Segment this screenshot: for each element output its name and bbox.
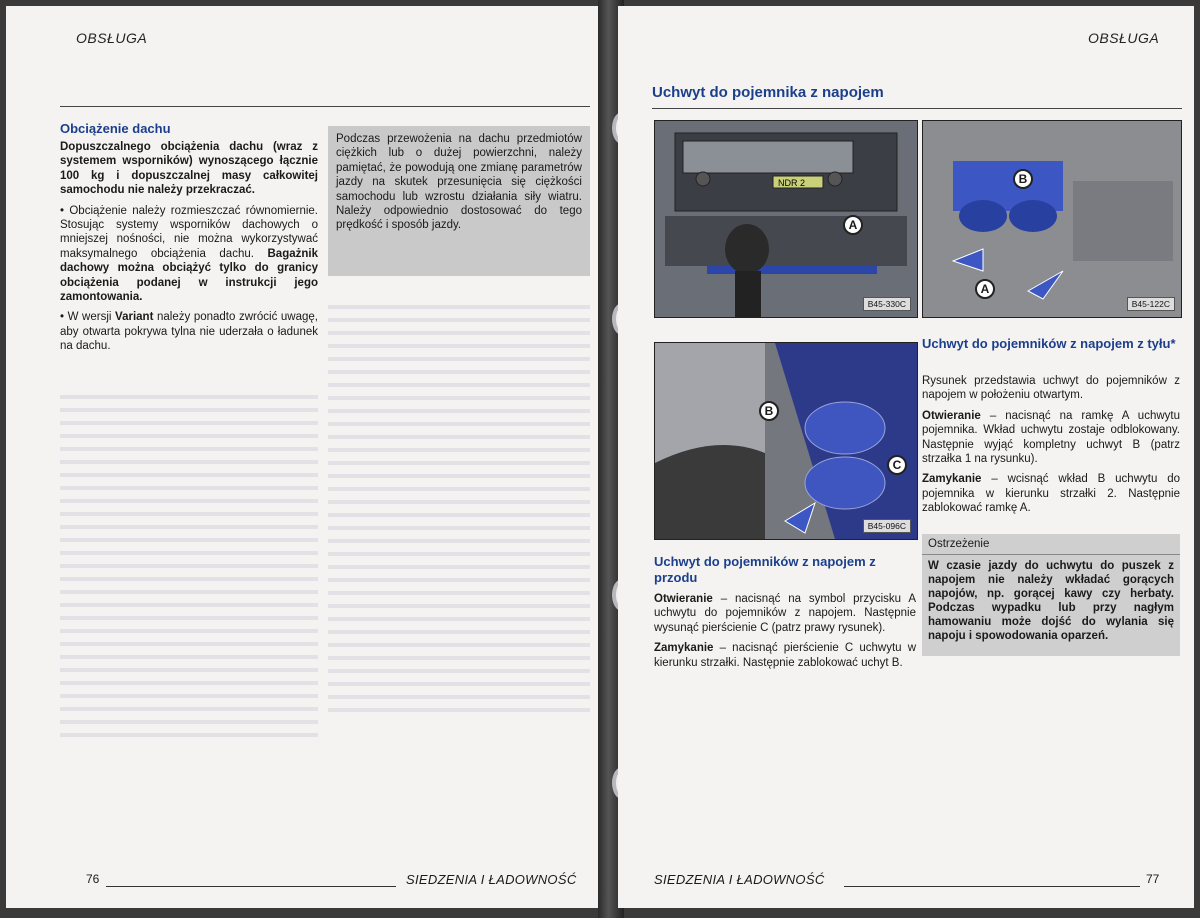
rear-holder-title: Uchwyt do pojemników z napojem z tyłu* [922,336,1176,351]
cupholder-title: Uchwyt do pojemnika z napojem [652,84,884,101]
rear-cupholder-illustration [923,121,1181,317]
rear-close-label: Zamykanie [922,473,982,486]
console-illustration [655,121,917,317]
roof-load-bullet-2 [60,310,318,353]
rear-holder-text [922,374,1180,522]
bullet1-bold: Bagażnik dachowy można obciążyć tylko do granicy obciążenia podanej w instrukcji jego zamontowania. [60,247,318,304]
warning-box [922,534,1180,656]
left-page [6,6,604,908]
roof-load-note-box: Podczas przewożenia na dachu przedmiotów ciężkich lub o dużej powierzchni, należy pamiętać, że powodują one zmianę parametrów jazdy na skutek przesunięcia się ciężkości samochodu lub wzrostu działania siły wiatru. Należy odpowiednio dostosować do tego prędkość i sposób jazdy. [328,126,590,276]
photo2-code: B45-122C [1127,297,1175,311]
front-open [654,592,916,635]
left-header: OBSŁUGA [76,30,148,46]
radio-display: NDR 2 [778,178,806,188]
right-header-rule [652,108,1182,109]
right-footer-title: SIEDZENIA I ŁADOWNOŚĆ [654,872,825,887]
right-footer-rule [844,886,1140,887]
right-page [618,6,1194,908]
callout-b: B [1013,169,1033,189]
warning-title: Ostrzeżenie [922,534,1180,555]
rear-close-text: – wcisnąć wkład B uchwytu do pojemnika w kierunku strzałki 2. Następnie zablokować ramkę A. [922,473,1180,515]
left-page-number: 76 [86,872,100,886]
photo3-code: B45-096C [863,519,911,533]
front-holder-title: Uchwyt do pojemników z napojem z przodu [654,554,876,585]
rear-desc: Rysunek przedstawia uchwyt do pojemników z napojem w położeniu otwartym. [922,375,1180,402]
right-page-number: 77 [1146,872,1160,886]
callout-a-rear: A [975,279,995,299]
front-holder-text [654,592,916,676]
rear-close [922,472,1180,515]
front-cupholder-illustration [655,343,917,539]
rear-open-label: Otwieranie [922,409,981,422]
front-close-text: – nacisnąć pierścienie C uchwytu w kierunku strzałki. Następnie zablokować uchyt B. [654,642,916,669]
left-header-rule [60,106,590,107]
callout-a: A [843,215,863,235]
front-close-label: Zamykanie [654,642,714,655]
left-footer-title: SIEDZENIA I ŁADOWNOŚĆ [406,872,577,887]
bleed-through-left [60,386,318,746]
callout-c: C [887,455,907,475]
rear-cupholder-photo [922,120,1182,318]
bleed-through-right [328,296,590,716]
bullet2-pre: • W wersji [60,311,112,324]
photo1-code: B45-330C [863,297,911,311]
front-open-text: – nacisnąć na symbol przycisku A uchwytu do pojemników z napojem. Następnie wysunąć pierścienie C (patrz prawy rysunek). [654,593,916,634]
front-close [654,641,916,670]
roof-load-text [60,140,318,360]
front-open-label: Otwieranie [654,593,713,605]
bullet1-text: • Obciążenie należy rozmieszczać równomiernie. Stosując systemy wsporników dachowych o mniejszej nośności, nie można wykorzystywać maksymalnego obciążenia dachu. [60,204,318,260]
bullet2-bold: Variant [115,311,154,324]
warning-text: W czasie jazdy do uchwytu do puszek z napojem nie należy wkładać gorących napojów, np. gorącej kawy czy herbaty. Podczas wypadku lub przy nagłym hamowaniu może dojść do wylania się napoju i spowodowania oparzeń. [928,560,1174,642]
callout-b-front: B [759,401,779,421]
bullet2-post: należy ponadto zwrócić uwagę, aby otwarta pokrywa tylna nie uderzała o ładunek na dachu. [60,311,318,353]
front-cupholder-photo [654,342,918,540]
console-photo [654,120,918,318]
roof-load-intro: Dopuszczalnego obciążenia dachu (wraz z systemem wsporników) wynoszącego łącznie 100 kg i dopuszczalnej masy całkowitej samochodu nie należy przekraczać. [60,141,318,197]
left-footer-rule [106,886,396,887]
right-header: OBSŁUGA [1088,30,1160,46]
rear-open-text: – nacisnąć na ramkę A uchwytu pojemnika. Wkład uchwytu zostaje odblokowany. Następnie wyjąć kompletny uchwyt B (patrz strzałka 1 na rysunku). [922,409,1180,466]
rear-open [922,409,1180,467]
roof-load-bullet-1 [60,204,318,305]
roof-load-title: Obciążenie dachu [60,121,171,136]
